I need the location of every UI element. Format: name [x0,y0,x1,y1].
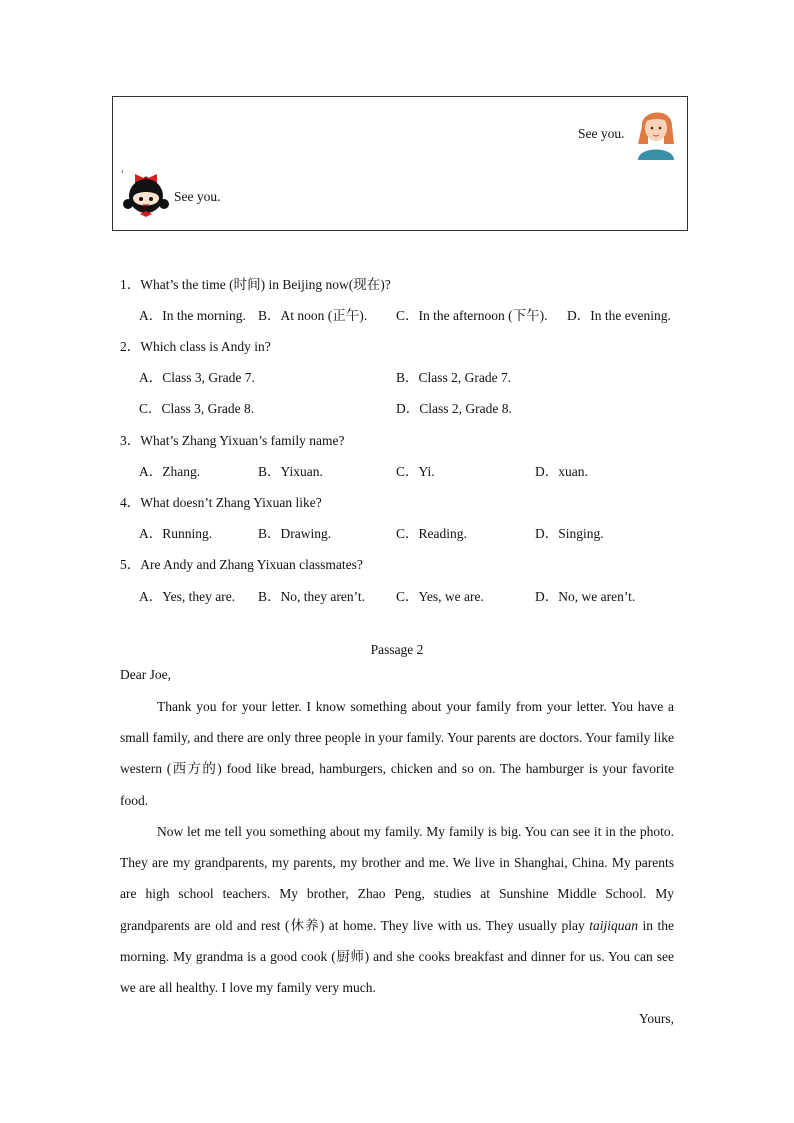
question-1-option-a: A．In the morning. [139,308,246,323]
passage-title: Passage 2 [370,642,424,657]
dialog-box [112,96,688,231]
letter-signoff: Yours, [638,1011,674,1026]
question-2-option-b: B．Class 2, Grade 7. [396,370,512,385]
question-1: 1．What’s the time (时间) in Beijing now(现在)? [120,277,391,292]
girl-avatar-icon [120,168,172,222]
question-3-option-d: D．xuan. [535,464,588,479]
question-1-option-c: C．In the afternoon (下午). [396,308,548,323]
question-5: 5．Are Andy and Zhang Yixuan classmates? [120,557,363,572]
question-5-option-a: A．Yes, they are. [139,589,236,604]
question-3-option-b: B．Yixuan. [258,464,323,479]
letter-greeting: Dear Joe, [120,667,171,682]
question-3-option-c: C．Yi. [396,464,435,479]
question-4-option-c: C．Reading. [396,526,467,541]
question-1-option-d: D．In the evening. [567,308,671,323]
letter-paragraph-2-part-1: Now let me tell you something about my family. My family is big. You can see it in the photo. They are my grandparents, my parents, my brother and me. We live in Shanghai, China. My parents are high school teachers. My brother, Zhao Peng, studies at Sunshine Middle School. My grandparents are old and rest (休养) at home. They live with us. They usually play [120,824,674,933]
question-4: 4．What doesn’t Zhang Yixuan like? [120,495,322,510]
question-4-option-a: A．Running. [139,526,213,541]
girl-speech: See you. [174,189,221,204]
question-5-option-d: D．No, we aren’t. [535,589,636,604]
question-2-option-a: A．Class 3, Grade 7. [139,370,255,385]
letter-paragraph-2 [120,816,674,1003]
question-5-option-c: C．Yes, we are. [396,589,484,604]
tick-mark: ‹ [121,166,124,176]
question-5-option-b: B．No, they aren’t. [258,589,365,604]
question-4-option-d: D．Singing. [535,526,604,541]
question-3: 3．What’s Zhang Yixuan’s family name? [120,433,345,448]
question-3-option-a: A．Zhang. [139,464,201,479]
question-2-option-d: D．Class 2, Grade 8. [396,401,512,416]
question-1-option-b: B．At noon (正午). [258,308,368,323]
woman-avatar-icon [634,104,678,160]
letter-paragraph-2-italic: taijiquan [589,917,639,933]
letter-paragraph-1: Thank you for your letter. I know something about your family from your letter. You have a small family, and there are only three people in your family. Your parents are doctors. Your family like western (西方的) food like bread, hamburgers, chicken and so on. The hamburger is your favorite food. [120,699,674,808]
letter-paragraph-2-part-2: in the morning. My grandma is a good cook (厨师) and she cooks breakfast and dinner for us. You can see we are all healthy. I love my family very much. [120,917,675,996]
question-2-option-c: C．Class 3, Grade 8. [139,401,255,416]
question-4-option-b: B．Drawing. [258,526,332,541]
question-2: 2．Which class is Andy in? [120,339,271,354]
woman-speech: See you. [578,126,625,141]
